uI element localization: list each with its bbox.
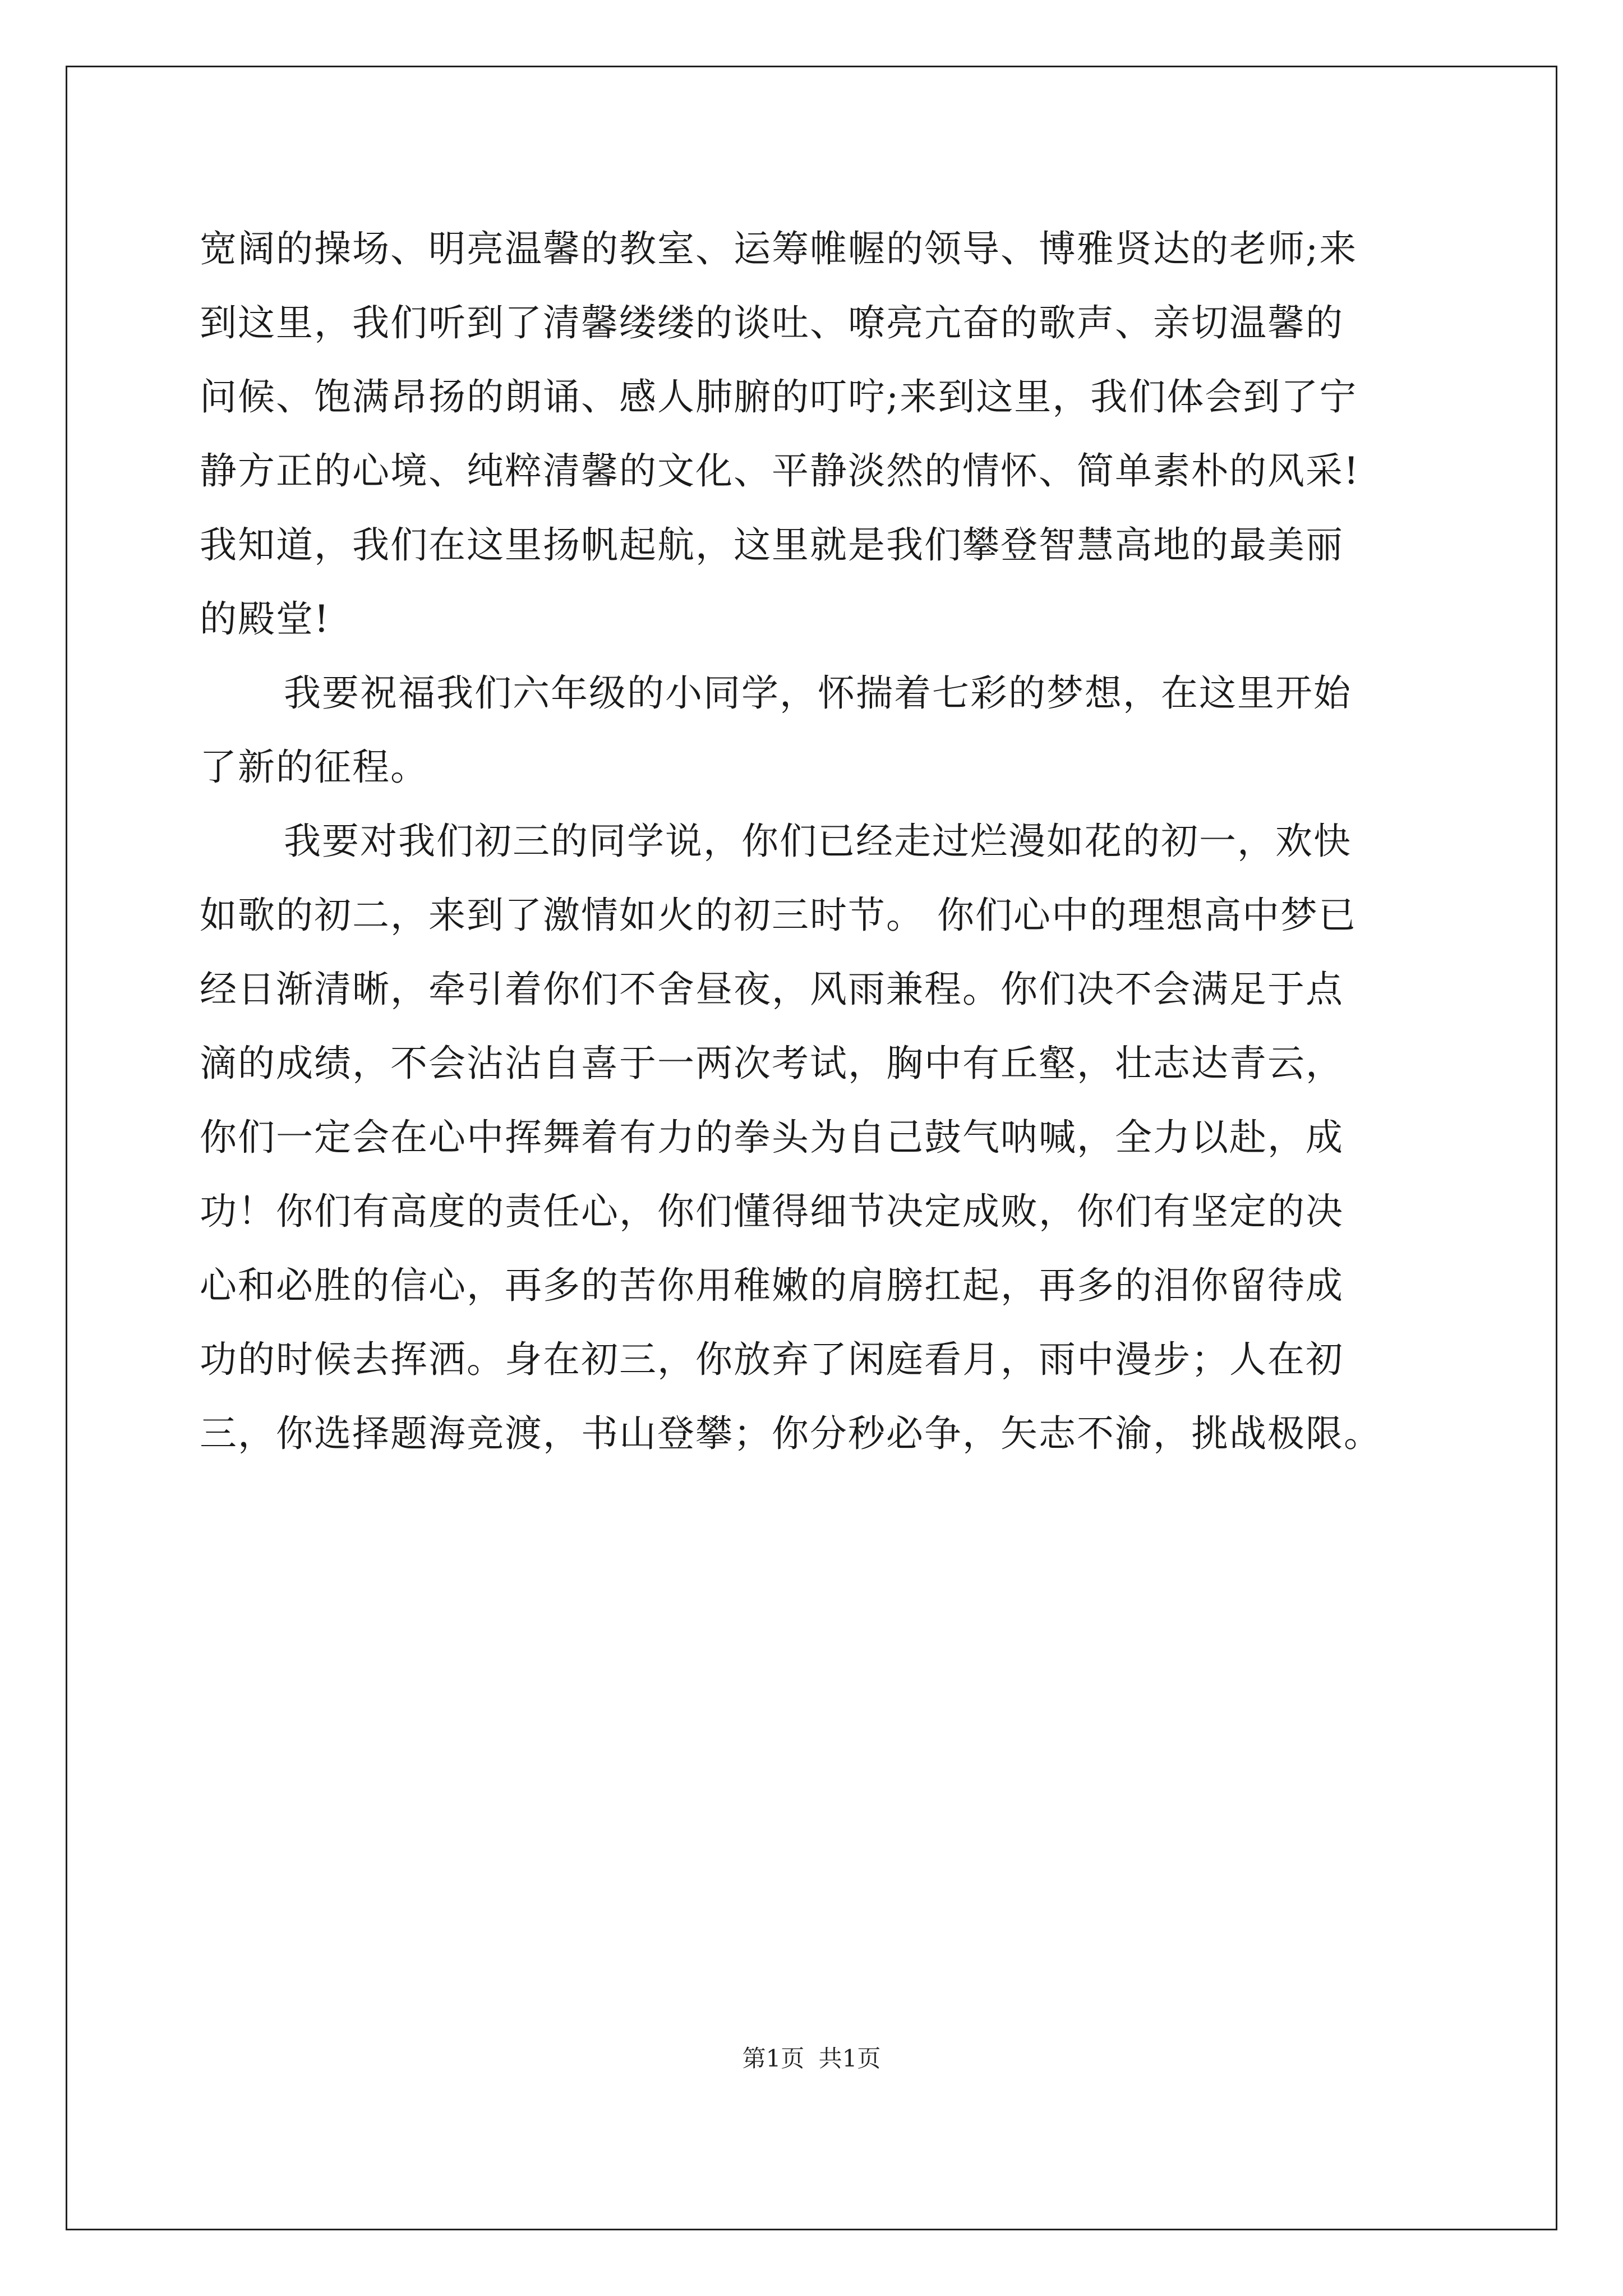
page-number-current: 第1页 <box>742 2045 805 2072</box>
text-line: 滴的成绩，不会沾沾自喜于一两次考试，胸中有丘壑，壮志达青云， <box>200 1042 1344 1085</box>
text-line: 了新的征程。 <box>200 746 428 789</box>
text-line: 静方正的心境、纯粹清馨的文化、平静淡然的情怀、简单素朴的风采! <box>200 449 1360 493</box>
page-footer <box>0 2042 1623 2076</box>
text-line: 心和必胜的信心，再多的苦你用稚嫩的肩膀扛起，再多的泪你留待成 <box>200 1264 1344 1307</box>
text-line: 三，你选择题海竞渡，书山登攀；你分秒必争，矢志不渝，挑战极限。 <box>200 1412 1382 1455</box>
document-body <box>200 212 1456 1471</box>
text-line: 我知道，我们在这里扬帆起航，这里就是我们攀登智慧高地的最美丽 <box>200 523 1344 567</box>
page-number-total: 共1页 <box>818 2045 881 2072</box>
paragraph-first-line: 我要对我们初三的同学说，你们已经走过烂漫如花的初一，欢快 <box>284 820 1352 863</box>
text-line: 如歌的初二，来到了激情如火的初三时节。 你们心中的理想高中梦已 <box>200 894 1357 937</box>
text-line: 宽阔的操场、明亮温馨的教室、运筹帷幄的领导、博雅贤达的老师;来 <box>200 227 1358 270</box>
text-line: 经日渐清晰，牵引着你们不舍昼夜，风雨兼程。你们决不会满足于点 <box>200 968 1344 1011</box>
text-line: 的殿堂! <box>200 597 330 641</box>
text-line: 你们一定会在心中挥舞着有力的拳头为自己鼓气呐喊，全力以赴，成 <box>200 1116 1344 1159</box>
text-line: 功的时候去挥洒。身在初三，你放弃了闲庭看月，雨中漫步；人在初 <box>200 1338 1344 1381</box>
paragraph-first-line: 我要祝福我们六年级的小同学，怀揣着七彩的梦想，在这里开始 <box>284 671 1352 715</box>
text-line: 问候、饱满昂扬的朗诵、感人肺腑的叮咛;来到这里，我们体会到了宁 <box>200 375 1358 418</box>
text-line: 到这里，我们听到了清馨缕缕的谈吐、嘹亮亢奋的歌声、亲切温馨的 <box>200 301 1344 344</box>
text-line: 功！你们有高度的责任心，你们懂得细节决定成败，你们有坚定的决 <box>200 1190 1344 1233</box>
